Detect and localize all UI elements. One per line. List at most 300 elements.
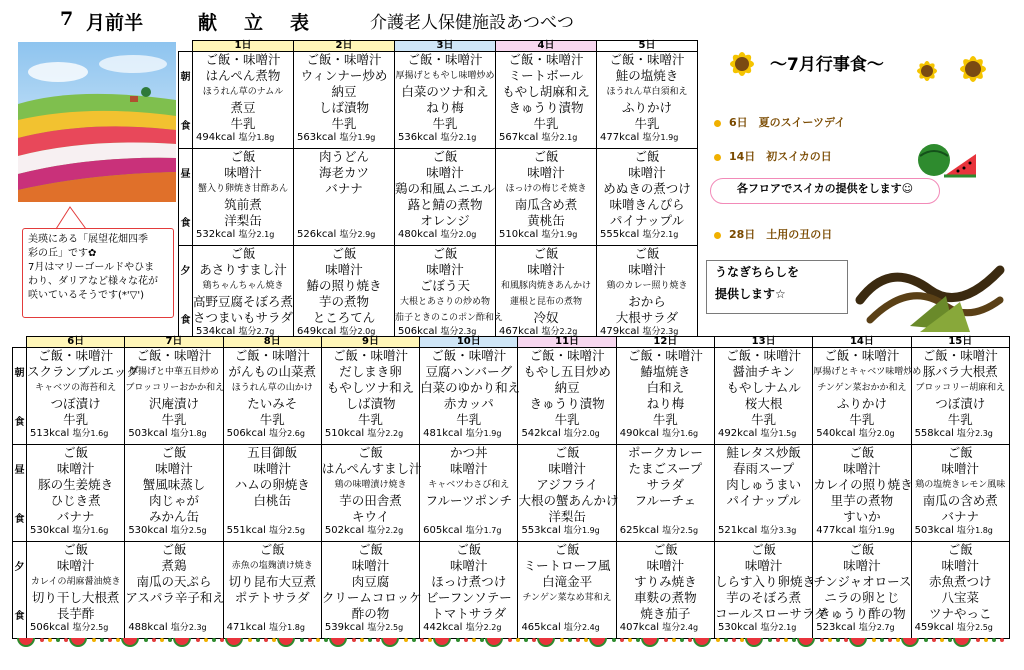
salt-label: 塩分 <box>642 133 661 143</box>
kcal-value: 625kcal <box>619 525 660 536</box>
salt-label: 塩分 <box>238 133 257 143</box>
menu-item: 牛乳 <box>63 412 89 427</box>
dot-icon <box>836 638 840 642</box>
menu-item: キャベツの海苔和え <box>35 383 117 393</box>
breakfast-label-top: 朝 <box>180 72 191 83</box>
kcal-value: 407kcal <box>619 622 660 633</box>
nutrition-line <box>193 229 293 241</box>
salt-label: 塩分 <box>858 429 877 439</box>
menu-item <box>420 509 517 525</box>
menu-item: カレイの照り焼き <box>813 477 913 492</box>
kcal-value: 530kcal <box>30 525 70 536</box>
dot-icon <box>732 638 736 642</box>
salt-label: 塩分 <box>238 327 257 337</box>
title-period: 月前半 <box>86 12 144 34</box>
nutrition-line <box>496 229 596 241</box>
salt-label: 塩分 <box>269 429 288 439</box>
menu-item: ミートローフ風 <box>523 558 611 573</box>
menu-item: 醤油チキン <box>732 364 795 379</box>
dinner-label-bottom: 食 <box>14 611 25 622</box>
menu-item: バナナ <box>941 509 980 524</box>
breakfast-cell <box>294 52 395 149</box>
salt-value: 1.8g <box>256 133 275 142</box>
menu-item: 豚バラ大根煮 <box>922 364 998 379</box>
menu-item: 焼き茄子 <box>640 606 691 621</box>
dot-icon <box>740 638 744 642</box>
menu-item: みかん缶 <box>148 509 199 524</box>
kcal-value: 521kcal <box>718 525 758 536</box>
menu-item: しば漬物 <box>345 396 396 411</box>
menu-item: 五目御飯 <box>247 445 298 460</box>
salt-label: 塩分 <box>440 133 459 143</box>
lunch-cell <box>223 445 321 542</box>
kcal-value: 551kcal <box>226 525 266 536</box>
dot-icon <box>612 638 616 642</box>
unagi-note <box>706 260 848 314</box>
salt-value: 1.8g <box>287 623 305 632</box>
dinner-label <box>13 542 27 639</box>
menu-item: ご飯 <box>533 149 559 164</box>
kcal-value: 542kcal <box>521 428 561 439</box>
dinner-cell <box>321 542 422 639</box>
lunch-cell <box>294 149 395 246</box>
dinner-cell <box>223 542 321 639</box>
menu-item: ご飯・味噌汁 <box>922 348 998 363</box>
menu-item: 味噌汁 <box>548 461 586 476</box>
salt-label: 塩分 <box>957 623 976 633</box>
menu-item: きゅうり酢の物 <box>818 606 906 621</box>
menu-item: ご飯 <box>554 445 580 460</box>
menu-item: 味噌汁 <box>744 558 783 573</box>
kcal-value: 563kcal <box>297 132 337 143</box>
title-word-1: 献 <box>198 12 218 34</box>
dinner-label <box>179 246 193 343</box>
menu-item: 味噌汁 <box>450 558 488 573</box>
menu-item: ほうれん草白須和え <box>606 87 688 97</box>
kcal-value: 540kcal <box>816 428 856 439</box>
menu-item: 鶏の塩焼きレモン風味 <box>915 480 1006 490</box>
menu-item: ごぼう天 <box>419 278 470 293</box>
salt-value: 2.7g <box>876 623 895 632</box>
nutrition-line <box>813 525 910 537</box>
breakfast-label-bottom: 食 <box>180 121 191 132</box>
menu-item: あさりすまし汁 <box>199 262 287 277</box>
menu-item: 蟹入り卵焼き甘酢あん <box>197 184 288 194</box>
menu-item: ご飯 <box>161 542 187 557</box>
menu-item: 白滝金平 <box>542 574 593 589</box>
nutrition-line <box>617 428 714 440</box>
day-header: 3日 <box>395 41 496 52</box>
salt-label: 塩分 <box>367 526 386 536</box>
menu-item: ご飯・味噌汁 <box>306 52 382 67</box>
menu-item: 厚揚げとキャベツ味噌炒め <box>813 367 922 377</box>
dot-icon <box>264 638 268 642</box>
dot-icon <box>568 638 572 642</box>
watermelon-slice-icon <box>174 638 190 646</box>
salt-value: 2.2g <box>559 327 578 336</box>
unagi-note-line-1: うなぎちらしを <box>715 265 800 279</box>
watermelon-slice-icon <box>226 638 242 646</box>
menu-item: ほうれん草の山かけ <box>231 383 313 393</box>
menu-item: ご飯 <box>432 149 458 164</box>
day-header: 7日 <box>125 337 223 348</box>
menu-item <box>294 213 394 229</box>
lunch-cell <box>911 445 1009 542</box>
menu-item: はんぺんすまし汁 <box>321 461 422 476</box>
menu-item: すいか <box>843 509 881 524</box>
breakfast-cell <box>321 348 419 445</box>
menu-item: ご飯・味噌汁 <box>824 348 900 363</box>
dot-icon <box>316 638 320 642</box>
menu-item: 牛乳 <box>358 412 384 427</box>
watermelon-slice-icon <box>70 638 86 646</box>
menu-item: ご飯・味噌汁 <box>529 348 605 363</box>
dot-icon <box>984 638 988 642</box>
menu-item: ご飯 <box>849 542 875 557</box>
menu-item: ご飯・味噌汁 <box>38 348 114 363</box>
menu-item: 桜大根 <box>744 396 783 411</box>
nutrition-line <box>617 525 714 537</box>
watermelon-slice-icon <box>642 638 658 646</box>
nutrition-line <box>496 132 596 144</box>
kcal-value: 494kcal <box>196 132 236 143</box>
menu-item: 牛乳 <box>259 412 285 427</box>
lunch-label <box>179 149 193 246</box>
day-header: 6日 <box>27 337 125 348</box>
salt-value: 1.9g <box>483 429 502 438</box>
breakfast-cell <box>395 52 496 149</box>
salt-label: 塩分 <box>563 429 582 439</box>
menu-item: 味噌汁 <box>628 165 666 180</box>
salt-label: 塩分 <box>339 327 358 337</box>
menu-item: ご飯・味噌汁 <box>234 348 310 363</box>
dot-icon <box>152 638 156 642</box>
day-header: 11日 <box>518 337 616 348</box>
menu-item <box>224 606 321 622</box>
menu-item: ご飯・味噌汁 <box>508 52 584 67</box>
menu-item: 白菜のツナ和え <box>401 84 489 99</box>
menu-item: 蕗と鯖の煮物 <box>407 197 483 212</box>
menu-item: 芋の煮物 <box>318 294 369 309</box>
salt-label: 塩分 <box>440 327 459 337</box>
eel-icon <box>850 240 1010 334</box>
menu-item: 南瓜の含め煮 <box>922 493 998 508</box>
menu-item: ご飯・味噌汁 <box>609 52 685 67</box>
menu-item: 肉しゅうまい <box>726 477 802 492</box>
salt-label: 塩分 <box>367 623 386 633</box>
dot-icon <box>768 638 772 642</box>
kcal-value: 553kcal <box>521 525 561 536</box>
lunch-cell <box>597 149 698 246</box>
menu-item: 牛乳 <box>849 412 875 427</box>
dot-icon <box>368 638 372 642</box>
dot-icon <box>472 638 476 642</box>
menu-item: ご飯 <box>751 542 777 557</box>
breakfast-cell <box>911 348 1009 445</box>
salt-value: 3.3g <box>778 526 797 535</box>
day-header: 15日 <box>911 337 1009 348</box>
caption-line-1: 美瑛にある「展望花畑四季 <box>28 234 148 245</box>
nutrition-line <box>813 428 910 440</box>
day-header: 5日 <box>597 41 698 52</box>
menu-item: おから <box>628 294 666 309</box>
salt-value: 2.2g <box>483 623 502 632</box>
menu-item: 豚の生姜焼き <box>38 477 114 492</box>
salt-value: 2.5g <box>680 526 699 535</box>
unagi-note-line-2: 提供します☆ <box>715 287 786 301</box>
salt-label: 塩分 <box>72 526 91 536</box>
menu-item: 鮭の塩焼き <box>615 68 679 83</box>
salt-label: 塩分 <box>367 429 386 439</box>
dot-icon <box>428 638 432 642</box>
dot-icon <box>532 638 536 642</box>
menu-item <box>125 606 222 622</box>
nutrition-line <box>395 229 495 241</box>
dot-icon <box>352 638 356 642</box>
salt-label: 塩分 <box>339 133 358 143</box>
salt-value: 2.0g <box>458 230 477 239</box>
breakfast-cell <box>125 348 223 445</box>
dot-icon <box>672 638 676 642</box>
kcal-value: 506kcal <box>398 326 438 337</box>
kcal-value: 532kcal <box>196 229 236 240</box>
dinner-cell <box>518 542 616 639</box>
nutrition-line <box>912 428 1009 440</box>
watermelon-slice-icon <box>850 638 866 646</box>
menu-item: 牛乳 <box>947 412 973 427</box>
menu-item: 味噌汁 <box>646 558 685 573</box>
watermelon-slice-icon <box>902 638 918 646</box>
menu-item: 牛乳 <box>230 116 256 131</box>
menu-item: キウイ <box>351 509 390 524</box>
events-panel <box>704 40 1020 340</box>
caption-line-2: 彩の丘」です✿ <box>28 248 97 259</box>
kcal-value: 558kcal <box>914 428 954 439</box>
nutrition-line <box>294 132 394 144</box>
dinner-cell <box>420 542 518 639</box>
menu-item: 味噌汁 <box>450 461 488 476</box>
menu-item: 車麩の煮物 <box>634 590 697 605</box>
kcal-value: 539kcal <box>324 622 365 633</box>
menu-item: 白菜のゆかり和え <box>420 380 521 395</box>
event-sweets-day <box>714 114 845 130</box>
kcal-value: 530kcal <box>128 525 168 536</box>
salt-value: 2.5g <box>90 623 109 632</box>
watermelon-slice-icon <box>746 638 762 646</box>
salt-label: 塩分 <box>465 623 484 633</box>
header-corner <box>13 337 27 348</box>
lunch-cell <box>496 149 597 246</box>
dot-icon <box>324 638 328 642</box>
menu-item: ハムの卵焼き <box>234 477 310 492</box>
menu-item: 沢庵漬け <box>148 396 199 411</box>
dot-icon <box>404 638 408 642</box>
watermelon-slice-icon <box>278 638 294 646</box>
menu-item: きゅうり漬物 <box>529 396 605 411</box>
salt-label: 塩分 <box>170 526 189 536</box>
menu-item: ご飯 <box>554 542 580 557</box>
nutrition-line <box>597 229 697 241</box>
dot-icon <box>724 638 728 642</box>
menu-item: ご飯・味噌汁 <box>205 52 281 67</box>
menu-item: 牛乳 <box>432 116 458 131</box>
watermelon-slice-icon <box>382 638 398 646</box>
menu-item: 肉うどん <box>318 149 369 164</box>
salt-label: 塩分 <box>72 623 91 633</box>
lunch-label-top: 昼 <box>14 465 25 476</box>
breakfast-cell <box>193 52 294 149</box>
salt-value: 2.1g <box>458 133 477 142</box>
menu-item: ねり梅 <box>426 100 464 115</box>
caption-line-4: わり、ダリアなど様々な花が <box>28 276 158 287</box>
menu-item: 鰆塩焼き <box>640 364 691 379</box>
menu-item: オレンジ <box>420 213 470 228</box>
kcal-value: 523kcal <box>816 622 856 633</box>
header-corner <box>179 41 193 52</box>
kcal-value: 480kcal <box>398 229 438 240</box>
kcal-value: 555kcal <box>600 229 640 240</box>
menu-item: 牛乳 <box>634 116 660 131</box>
menu-item: ほうれん草のナムル <box>202 87 284 97</box>
menu-item: 赤魚の塩麹漬け焼き <box>231 561 313 571</box>
salt-value: 2.0g <box>876 429 895 438</box>
nutrition-line <box>294 229 394 241</box>
dot-icon <box>456 638 460 642</box>
salt-value: 2.0g <box>581 429 600 438</box>
kcal-value: 506kcal <box>30 622 70 633</box>
salt-label: 塩分 <box>269 526 288 536</box>
day-header: 1日 <box>193 41 294 52</box>
dot-icon <box>636 638 640 642</box>
menu-item: ご飯 <box>533 246 559 261</box>
menu-item: つぼ漬け <box>50 396 101 411</box>
menu-item: しらす入り卵焼き <box>715 574 816 589</box>
title-word-3: 表 <box>290 12 310 34</box>
lunch-label-top: 昼 <box>180 169 191 180</box>
watermelon-slice-icon <box>122 638 138 646</box>
menu-item: 芋の田舎煮 <box>339 493 402 508</box>
menu-item: 切り昆布大豆煮 <box>228 574 316 589</box>
salt-label: 塩分 <box>72 429 91 439</box>
dot-icon <box>204 638 208 642</box>
day-header: 12日 <box>616 337 714 348</box>
menu-item: 和風豚肉焼きあんかけ <box>500 281 591 291</box>
dot-icon <box>576 638 580 642</box>
nutrition-line <box>518 525 615 537</box>
kcal-value: 471kcal <box>226 622 266 633</box>
menu-item: ツナやっこ <box>929 606 992 621</box>
menu-item: 牛乳 <box>456 412 482 427</box>
menu-item: ビーフンソテー <box>425 590 512 605</box>
dinner-cell <box>813 542 911 639</box>
menu-item: 高野豆腐そぼろ煮 <box>193 294 294 309</box>
nutrition-line <box>420 428 517 440</box>
menu-item: 牛乳 <box>161 412 187 427</box>
flower-field-photo <box>18 42 176 202</box>
title-word-2: 立 <box>244 12 264 34</box>
kcal-value: 526kcal <box>297 229 337 240</box>
lunch-cell <box>125 445 223 542</box>
menu-item: トマトサラダ <box>431 606 507 621</box>
menu-item: 南瓜含め煮 <box>514 197 578 212</box>
kcal-value: 503kcal <box>914 525 954 536</box>
salt-label: 塩分 <box>662 526 681 536</box>
dot-icon <box>872 638 876 642</box>
dot-icon <box>56 638 60 642</box>
salt-label: 塩分 <box>541 230 560 240</box>
menu-item <box>294 197 394 213</box>
salt-label: 塩分 <box>858 526 877 536</box>
dot-icon <box>844 638 848 642</box>
kcal-value: 536kcal <box>398 132 438 143</box>
kcal-value: 479kcal <box>600 326 640 337</box>
menu-table-week-2 <box>12 336 1010 639</box>
menu-item: ご飯・味噌汁 <box>627 348 703 363</box>
menu-item: ふりかけ <box>836 396 887 411</box>
breakfast-label-bottom: 食 <box>14 417 25 428</box>
lunch-cell <box>518 445 619 542</box>
dot-icon <box>716 638 720 642</box>
menu-item <box>224 509 321 525</box>
salt-value: 1.9g <box>581 526 600 535</box>
lunch-cell <box>715 445 813 542</box>
dinner-cell <box>294 246 395 343</box>
kcal-value: 506kcal <box>226 428 266 439</box>
breakfast-label <box>179 52 193 149</box>
lunch-label-bottom: 食 <box>14 514 25 525</box>
salt-value: 2.1g <box>778 623 797 632</box>
dinner-label-top: 夕 <box>14 562 25 573</box>
menu-item: 牛乳 <box>331 116 357 131</box>
nutrition-line <box>125 525 222 537</box>
dot-icon <box>420 638 424 642</box>
menu-table-week-1 <box>178 40 698 343</box>
event-text: 14日 初スイカの日 <box>729 150 832 163</box>
dinner-cell <box>395 246 504 343</box>
salt-value: 2.9g <box>357 230 376 239</box>
menu-item: ミートボール <box>508 68 584 83</box>
watermelon-slice-icon <box>18 638 34 646</box>
dot-icon <box>376 638 380 642</box>
dot-icon <box>116 638 120 642</box>
watermelon-slice-icon <box>330 638 346 646</box>
dot-icon <box>40 638 44 642</box>
kcal-value: 488kcal <box>128 622 168 633</box>
breakfast-label-top: 朝 <box>14 368 25 379</box>
menu-item: ご飯 <box>849 445 875 460</box>
kcal-value: 534kcal <box>196 326 236 337</box>
menu-item: 筑前煮 <box>224 197 262 212</box>
menu-item: クリームコロッケ <box>321 590 422 605</box>
event-text: 6日 夏のスイーツデイ <box>729 116 846 129</box>
lunch-cell <box>321 445 422 542</box>
menu-item: アジフライ <box>536 477 598 492</box>
menu-item: 大根サラダ <box>615 310 679 325</box>
salt-value: 1.7g <box>483 526 502 535</box>
salt-value: 1.9g <box>559 230 578 239</box>
watermelon-slice-icon <box>954 638 970 646</box>
menu-item: バナナ <box>325 181 363 196</box>
dot-icon <box>92 638 96 642</box>
watermelon-slice-icon <box>798 638 814 646</box>
menu-item: ご飯 <box>947 445 973 460</box>
salt-value: 2.5g <box>385 623 404 632</box>
breakfast-cell <box>715 348 813 445</box>
title-month: 7 <box>60 8 74 30</box>
menu-item: 味噌汁 <box>941 461 980 476</box>
menu-item: 酢の物 <box>351 606 390 621</box>
nutrition-line <box>125 428 222 440</box>
